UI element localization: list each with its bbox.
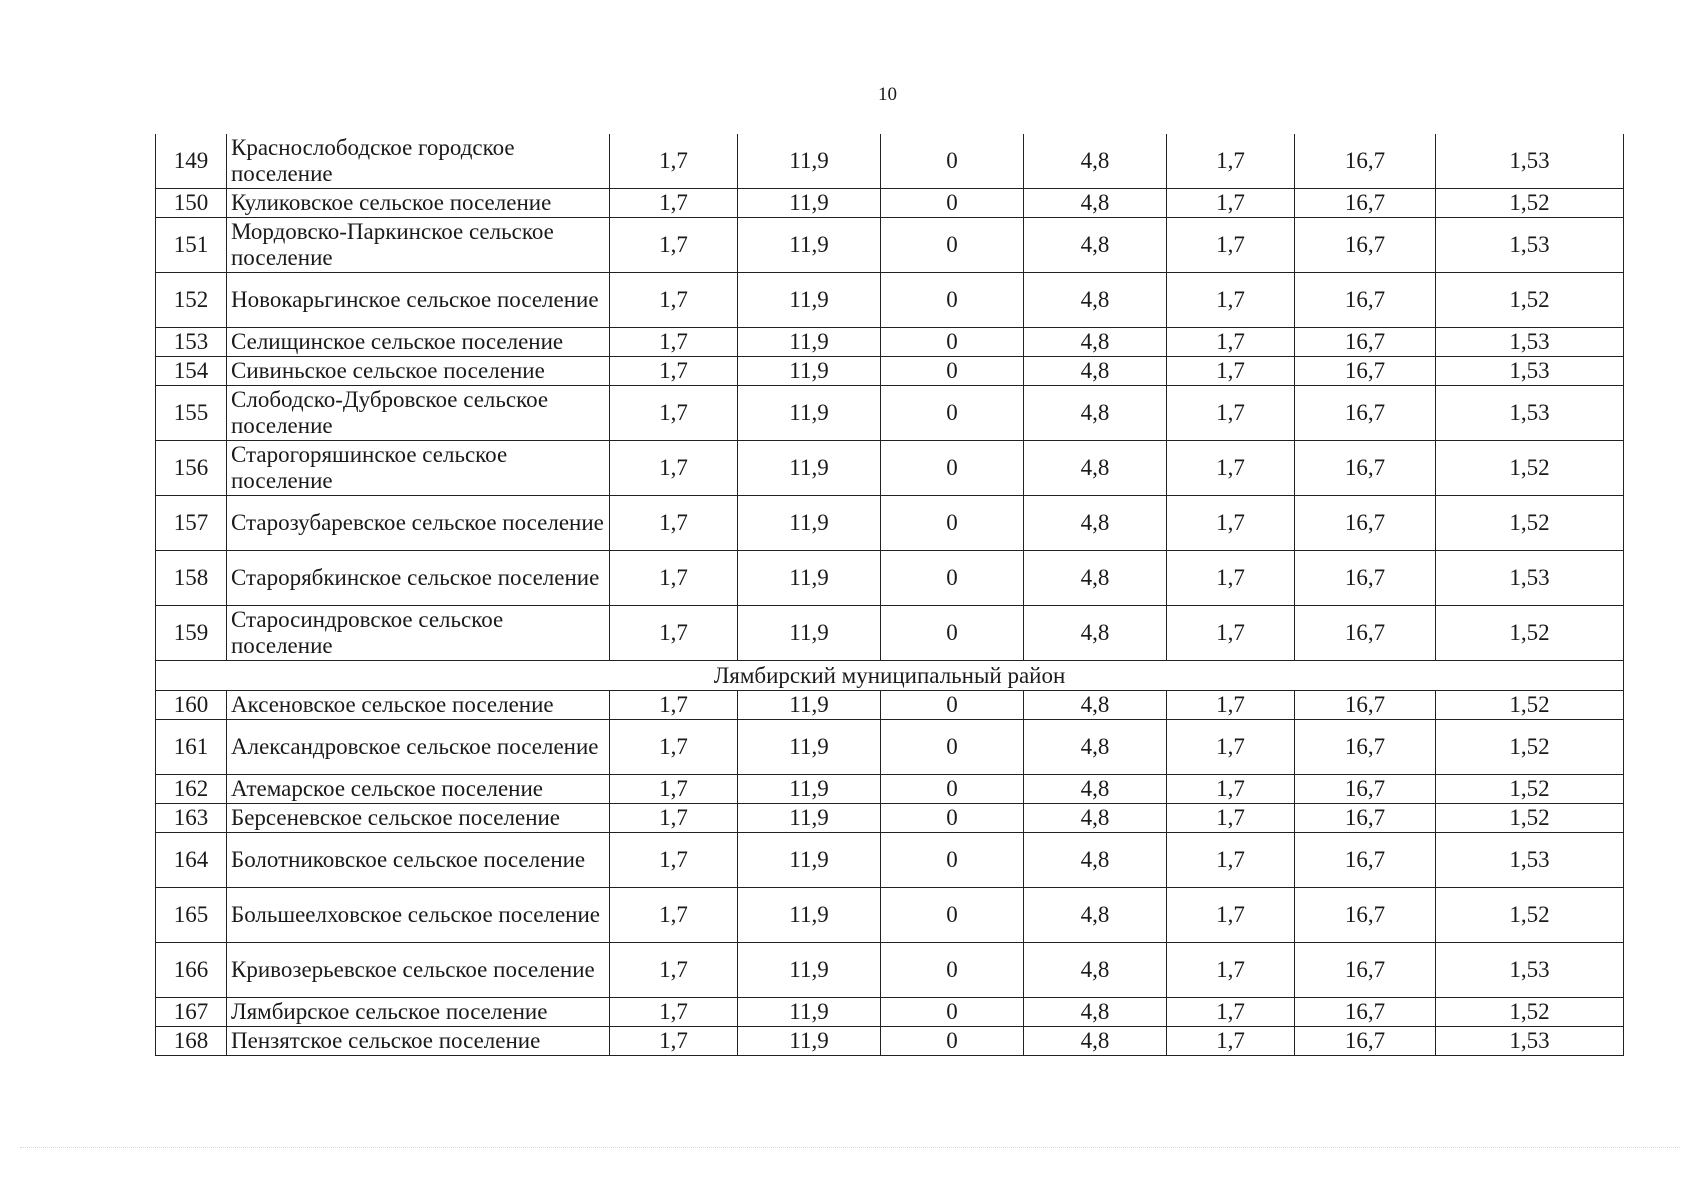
page-number: 10 bbox=[878, 84, 897, 105]
value-cell-1: 1,7 bbox=[610, 998, 738, 1027]
table-row bbox=[156, 691, 1624, 720]
settlements-table bbox=[155, 134, 1624, 1056]
value-cell-3: 0 bbox=[881, 720, 1024, 775]
value-cell-7: 1,52 bbox=[1436, 273, 1624, 328]
table-row bbox=[156, 496, 1624, 551]
value-cell-6: 16,7 bbox=[1295, 189, 1436, 218]
value-cell-6: 16,7 bbox=[1295, 720, 1436, 775]
settlement-name: Болотниковское сельское поселение bbox=[227, 833, 610, 888]
value-cell-5: 1,7 bbox=[1167, 1027, 1295, 1056]
value-cell-7: 1,53 bbox=[1436, 1027, 1624, 1056]
value-cell-4: 4,8 bbox=[1024, 833, 1167, 888]
value-cell-1: 1,7 bbox=[610, 775, 738, 804]
scan-artifact-line bbox=[20, 1147, 1680, 1148]
value-cell-4: 4,8 bbox=[1024, 888, 1167, 943]
value-cell-4: 4,8 bbox=[1024, 943, 1167, 998]
value-cell-7: 1,52 bbox=[1436, 606, 1624, 661]
value-cell-5: 1,7 bbox=[1167, 804, 1295, 833]
row-number: 162 bbox=[156, 775, 227, 804]
value-cell-7: 1,53 bbox=[1436, 943, 1624, 998]
value-cell-7: 1,53 bbox=[1436, 357, 1624, 386]
value-cell-2: 11,9 bbox=[738, 833, 881, 888]
value-cell-6: 16,7 bbox=[1295, 218, 1436, 273]
table-row bbox=[156, 134, 1624, 189]
value-cell-1: 1,7 bbox=[610, 441, 738, 496]
value-cell-3: 0 bbox=[881, 273, 1024, 328]
value-cell-6: 16,7 bbox=[1295, 273, 1436, 328]
value-cell-3: 0 bbox=[881, 804, 1024, 833]
value-cell-1: 1,7 bbox=[610, 273, 738, 328]
section-header-row bbox=[156, 661, 1624, 691]
value-cell-7: 1,52 bbox=[1436, 441, 1624, 496]
value-cell-7: 1,53 bbox=[1436, 386, 1624, 441]
value-cell-1: 1,7 bbox=[610, 134, 738, 189]
value-cell-6: 16,7 bbox=[1295, 691, 1436, 720]
table-row bbox=[156, 328, 1624, 357]
table-row bbox=[156, 386, 1624, 441]
value-cell-1: 1,7 bbox=[610, 218, 738, 273]
value-cell-1: 1,7 bbox=[610, 189, 738, 218]
row-number: 165 bbox=[156, 888, 227, 943]
table-row bbox=[156, 833, 1624, 888]
settlement-name: Старорябкинское сельское поселение bbox=[227, 551, 610, 606]
value-cell-2: 11,9 bbox=[738, 189, 881, 218]
value-cell-3: 0 bbox=[881, 496, 1024, 551]
row-number: 166 bbox=[156, 943, 227, 998]
value-cell-3: 0 bbox=[881, 943, 1024, 998]
value-cell-1: 1,7 bbox=[610, 551, 738, 606]
row-number: 156 bbox=[156, 441, 227, 496]
value-cell-3: 0 bbox=[881, 888, 1024, 943]
value-cell-4: 4,8 bbox=[1024, 720, 1167, 775]
value-cell-6: 16,7 bbox=[1295, 775, 1436, 804]
value-cell-1: 1,7 bbox=[610, 833, 738, 888]
value-cell-6: 16,7 bbox=[1295, 134, 1436, 189]
value-cell-7: 1,53 bbox=[1436, 833, 1624, 888]
settlement-name: Старогоряшинское сельское поселение bbox=[227, 441, 610, 496]
value-cell-5: 1,7 bbox=[1167, 691, 1295, 720]
value-cell-4: 4,8 bbox=[1024, 328, 1167, 357]
settlement-name: Аксеновское сельское поселение bbox=[227, 691, 610, 720]
settlement-name: Слободско-Дубровское сельское поселение bbox=[227, 386, 610, 441]
row-number: 163 bbox=[156, 804, 227, 833]
value-cell-5: 1,7 bbox=[1167, 386, 1295, 441]
table-row bbox=[156, 189, 1624, 218]
value-cell-5: 1,7 bbox=[1167, 551, 1295, 606]
row-number: 161 bbox=[156, 720, 227, 775]
settlement-name: Александровское сельское поселение bbox=[227, 720, 610, 775]
value-cell-5: 1,7 bbox=[1167, 357, 1295, 386]
value-cell-3: 0 bbox=[881, 833, 1024, 888]
value-cell-6: 16,7 bbox=[1295, 551, 1436, 606]
settlement-name: Старозубаревское сельское поселение bbox=[227, 496, 610, 551]
value-cell-5: 1,7 bbox=[1167, 189, 1295, 218]
value-cell-5: 1,7 bbox=[1167, 273, 1295, 328]
value-cell-5: 1,7 bbox=[1167, 998, 1295, 1027]
value-cell-4: 4,8 bbox=[1024, 606, 1167, 661]
row-number: 154 bbox=[156, 357, 227, 386]
settlement-name: Лямбирское сельское поселение bbox=[227, 998, 610, 1027]
value-cell-3: 0 bbox=[881, 441, 1024, 496]
row-number: 159 bbox=[156, 606, 227, 661]
value-cell-1: 1,7 bbox=[610, 720, 738, 775]
settlement-name: Атемарское сельское поселение bbox=[227, 775, 610, 804]
value-cell-5: 1,7 bbox=[1167, 775, 1295, 804]
row-number: 152 bbox=[156, 273, 227, 328]
row-number: 157 bbox=[156, 496, 227, 551]
settlement-name: Сивиньское сельское поселение bbox=[227, 357, 610, 386]
value-cell-6: 16,7 bbox=[1295, 441, 1436, 496]
value-cell-4: 4,8 bbox=[1024, 691, 1167, 720]
value-cell-6: 16,7 bbox=[1295, 357, 1436, 386]
row-number: 164 bbox=[156, 833, 227, 888]
value-cell-2: 11,9 bbox=[738, 943, 881, 998]
value-cell-1: 1,7 bbox=[610, 691, 738, 720]
value-cell-6: 16,7 bbox=[1295, 943, 1436, 998]
row-number: 168 bbox=[156, 1027, 227, 1056]
table-body bbox=[156, 134, 1624, 1056]
value-cell-6: 16,7 bbox=[1295, 496, 1436, 551]
value-cell-4: 4,8 bbox=[1024, 1027, 1167, 1056]
table-row bbox=[156, 551, 1624, 606]
value-cell-5: 1,7 bbox=[1167, 134, 1295, 189]
table-row bbox=[156, 943, 1624, 998]
settlement-name: Селищинское сельское поселение bbox=[227, 328, 610, 357]
row-number: 150 bbox=[156, 189, 227, 218]
value-cell-5: 1,7 bbox=[1167, 606, 1295, 661]
value-cell-7: 1,52 bbox=[1436, 496, 1624, 551]
settlement-name: Куликовское сельское поселение bbox=[227, 189, 610, 218]
value-cell-6: 16,7 bbox=[1295, 386, 1436, 441]
table-row bbox=[156, 720, 1624, 775]
value-cell-7: 1,52 bbox=[1436, 888, 1624, 943]
value-cell-2: 11,9 bbox=[738, 496, 881, 551]
value-cell-4: 4,8 bbox=[1024, 273, 1167, 328]
settlement-name: Старосиндровское сельское поселение bbox=[227, 606, 610, 661]
value-cell-3: 0 bbox=[881, 775, 1024, 804]
value-cell-7: 1,52 bbox=[1436, 691, 1624, 720]
value-cell-7: 1,53 bbox=[1436, 134, 1624, 189]
table-row bbox=[156, 998, 1624, 1027]
settlement-name: Мордовско-Паркинское сельское поселение bbox=[227, 218, 610, 273]
value-cell-2: 11,9 bbox=[738, 328, 881, 357]
value-cell-4: 4,8 bbox=[1024, 357, 1167, 386]
value-cell-6: 16,7 bbox=[1295, 804, 1436, 833]
settlement-name: Пензятское сельское поселение bbox=[227, 1027, 610, 1056]
value-cell-5: 1,7 bbox=[1167, 833, 1295, 888]
value-cell-4: 4,8 bbox=[1024, 441, 1167, 496]
value-cell-2: 11,9 bbox=[738, 386, 881, 441]
value-cell-2: 11,9 bbox=[738, 357, 881, 386]
value-cell-3: 0 bbox=[881, 606, 1024, 661]
table-row bbox=[156, 357, 1624, 386]
value-cell-1: 1,7 bbox=[610, 888, 738, 943]
value-cell-4: 4,8 bbox=[1024, 386, 1167, 441]
settlement-name: Краснослободское городское поселение bbox=[227, 134, 610, 189]
value-cell-2: 11,9 bbox=[738, 998, 881, 1027]
value-cell-7: 1,52 bbox=[1436, 189, 1624, 218]
value-cell-2: 11,9 bbox=[738, 1027, 881, 1056]
value-cell-7: 1,52 bbox=[1436, 775, 1624, 804]
row-number: 149 bbox=[156, 134, 227, 189]
value-cell-2: 11,9 bbox=[738, 775, 881, 804]
value-cell-3: 0 bbox=[881, 189, 1024, 218]
value-cell-5: 1,7 bbox=[1167, 720, 1295, 775]
table-row bbox=[156, 273, 1624, 328]
value-cell-1: 1,7 bbox=[610, 357, 738, 386]
value-cell-4: 4,8 bbox=[1024, 804, 1167, 833]
value-cell-2: 11,9 bbox=[738, 441, 881, 496]
value-cell-5: 1,7 bbox=[1167, 888, 1295, 943]
value-cell-5: 1,7 bbox=[1167, 218, 1295, 273]
value-cell-1: 1,7 bbox=[610, 328, 738, 357]
value-cell-6: 16,7 bbox=[1295, 606, 1436, 661]
row-number: 160 bbox=[156, 691, 227, 720]
value-cell-6: 16,7 bbox=[1295, 833, 1436, 888]
value-cell-1: 1,7 bbox=[610, 804, 738, 833]
value-cell-4: 4,8 bbox=[1024, 189, 1167, 218]
value-cell-3: 0 bbox=[881, 218, 1024, 273]
value-cell-3: 0 bbox=[881, 357, 1024, 386]
value-cell-3: 0 bbox=[881, 998, 1024, 1027]
value-cell-7: 1,53 bbox=[1436, 551, 1624, 606]
value-cell-3: 0 bbox=[881, 134, 1024, 189]
value-cell-2: 11,9 bbox=[738, 691, 881, 720]
value-cell-7: 1,52 bbox=[1436, 804, 1624, 833]
value-cell-3: 0 bbox=[881, 386, 1024, 441]
table-row bbox=[156, 804, 1624, 833]
settlement-name: Новокарьгинское сельское поселение bbox=[227, 273, 610, 328]
table-row bbox=[156, 606, 1624, 661]
value-cell-6: 16,7 bbox=[1295, 1027, 1436, 1056]
value-cell-5: 1,7 bbox=[1167, 496, 1295, 551]
value-cell-2: 11,9 bbox=[738, 804, 881, 833]
value-cell-6: 16,7 bbox=[1295, 888, 1436, 943]
value-cell-3: 0 bbox=[881, 551, 1024, 606]
value-cell-6: 16,7 bbox=[1295, 328, 1436, 357]
value-cell-2: 11,9 bbox=[738, 606, 881, 661]
row-number: 153 bbox=[156, 328, 227, 357]
value-cell-4: 4,8 bbox=[1024, 496, 1167, 551]
value-cell-5: 1,7 bbox=[1167, 328, 1295, 357]
value-cell-2: 11,9 bbox=[738, 720, 881, 775]
table-row bbox=[156, 218, 1624, 273]
table-row bbox=[156, 888, 1624, 943]
row-number: 158 bbox=[156, 551, 227, 606]
settlement-name: Кривозерьевское сельское поселение bbox=[227, 943, 610, 998]
value-cell-2: 11,9 bbox=[738, 888, 881, 943]
value-cell-4: 4,8 bbox=[1024, 775, 1167, 804]
value-cell-4: 4,8 bbox=[1024, 551, 1167, 606]
value-cell-5: 1,7 bbox=[1167, 943, 1295, 998]
value-cell-6: 16,7 bbox=[1295, 998, 1436, 1027]
table-row bbox=[156, 775, 1624, 804]
value-cell-7: 1,52 bbox=[1436, 720, 1624, 775]
settlement-name: Берсеневское сельское поселение bbox=[227, 804, 610, 833]
value-cell-2: 11,9 bbox=[738, 551, 881, 606]
value-cell-1: 1,7 bbox=[610, 496, 738, 551]
table-row bbox=[156, 1027, 1624, 1056]
table-row bbox=[156, 441, 1624, 496]
value-cell-4: 4,8 bbox=[1024, 218, 1167, 273]
value-cell-1: 1,7 bbox=[610, 943, 738, 998]
value-cell-1: 1,7 bbox=[610, 606, 738, 661]
settlement-name: Большеелховское сельское поселение bbox=[227, 888, 610, 943]
value-cell-1: 1,7 bbox=[610, 1027, 738, 1056]
value-cell-2: 11,9 bbox=[738, 218, 881, 273]
value-cell-3: 0 bbox=[881, 1027, 1024, 1056]
value-cell-7: 1,53 bbox=[1436, 218, 1624, 273]
value-cell-3: 0 bbox=[881, 691, 1024, 720]
row-number: 155 bbox=[156, 386, 227, 441]
row-number: 151 bbox=[156, 218, 227, 273]
row-number: 167 bbox=[156, 998, 227, 1027]
value-cell-4: 4,8 bbox=[1024, 134, 1167, 189]
value-cell-7: 1,53 bbox=[1436, 328, 1624, 357]
value-cell-1: 1,7 bbox=[610, 386, 738, 441]
value-cell-4: 4,8 bbox=[1024, 998, 1167, 1027]
value-cell-2: 11,9 bbox=[738, 134, 881, 189]
value-cell-2: 11,9 bbox=[738, 273, 881, 328]
section-title: Лямбирский муниципальный район bbox=[156, 661, 1624, 691]
value-cell-7: 1,52 bbox=[1436, 998, 1624, 1027]
value-cell-5: 1,7 bbox=[1167, 441, 1295, 496]
value-cell-3: 0 bbox=[881, 328, 1024, 357]
